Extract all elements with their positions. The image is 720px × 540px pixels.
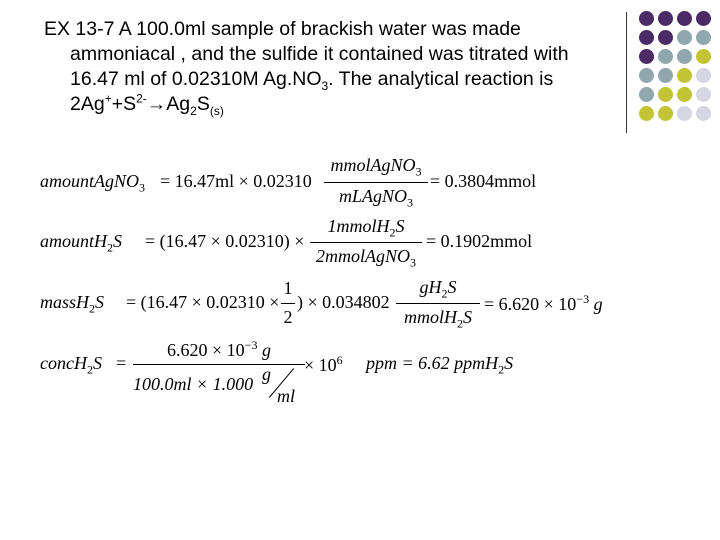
eq3-half-denominator: 2 (283, 307, 293, 327)
decor-dot (639, 106, 654, 121)
eq2-fraction-bar (310, 242, 422, 243)
decor-dot (658, 11, 673, 26)
eq4-denominator: 100.0ml × 1.000 (133, 374, 254, 394)
eq4-times: × $10^6$ (304, 353, 343, 375)
decor-dot (658, 30, 673, 45)
decor-dot (639, 68, 654, 83)
eq3-lhs: massH$_2$S (40, 292, 105, 316)
slide-title (44, 17, 604, 117)
eq1-fraction-bar (324, 182, 428, 183)
title-line-2: ammoniacal , and the sulfide it contained was titrated with (70, 43, 569, 65)
eq2-denominator: 2mmolAgNO$_3$ (316, 246, 416, 270)
decor-dot (658, 49, 673, 64)
eq3-numerator: $gH_2S$ (419, 277, 457, 301)
eq4-numerator: $6.620 \times 10^{-3}$ g (167, 338, 271, 360)
decor-dot (696, 49, 711, 64)
eq2-result: = 0.1902mmol (426, 231, 533, 251)
eq3-result: = $6.620 \times 10^{-3}$ g (484, 292, 603, 314)
eq3-half-bar (281, 303, 295, 304)
decor-dot (696, 68, 711, 83)
eq1-result: = 0.3804mmol (430, 171, 537, 191)
eq4-denominator-ml: ml (277, 386, 295, 406)
decor-dot (677, 106, 692, 121)
decorative-divider (626, 12, 627, 133)
decor-dot (696, 87, 711, 102)
decor-dot (677, 68, 692, 83)
decor-dot (658, 106, 673, 121)
eq3-fraction-bar (396, 303, 480, 304)
title-line-4-reaction: $2Ag^++S^{2-}\to Ag_2S_{(s)}$ (70, 91, 224, 118)
decor-dot (639, 30, 654, 45)
eq4-equals: = (116, 353, 127, 373)
eq2-expression: = (16.47 × 0.02310) × (145, 231, 305, 251)
decor-dot (677, 49, 692, 64)
eq1-expression: = 16.47ml × 0.02310 (160, 171, 312, 191)
eq1-numerator: mmolAgNO$_3$ (330, 155, 422, 179)
decor-dot (696, 106, 711, 121)
eq2-lhs: amountH$_2$S (40, 231, 122, 255)
title-line-3: 16.47 ml of 0.02310M $Ag.NO_3$. The analytical reaction is (70, 68, 554, 93)
eq3-expression: = (16.47 × 0.02310 × (126, 292, 280, 312)
decor-dot (639, 11, 654, 26)
eq4-fraction-bar (133, 364, 305, 365)
decor-dot (677, 87, 692, 102)
eq4-denominator-g: g (262, 364, 271, 384)
eq4-result: ppm = 6.62 ppmH$_2$S (366, 353, 514, 377)
eq1-denominator: mLAgNO$_3$ (338, 186, 413, 210)
eq3-half-numerator: 1 (283, 278, 293, 298)
decor-dot (677, 11, 692, 26)
decor-dot (696, 11, 711, 26)
decor-dot (658, 87, 673, 102)
decor-dot (639, 49, 654, 64)
eq2-numerator: 1mmolH$_2$S (327, 216, 405, 240)
title-line-1: EX 13-7 A 100.0ml sample of brackish water was made (44, 18, 521, 40)
decorative-dot-grid (630, 11, 718, 121)
decor-dot (658, 68, 673, 83)
decor-dot (639, 87, 654, 102)
eq1-lhs: amountAgNO$_3$ (40, 171, 145, 195)
eq3-middle: ) × 0.034802 (297, 292, 390, 312)
decor-dot (696, 30, 711, 45)
eq4-lhs: concH$_2$S (40, 353, 102, 377)
eq3-denominator: mmolH$_2$S (404, 307, 472, 331)
decor-dot (677, 30, 692, 45)
